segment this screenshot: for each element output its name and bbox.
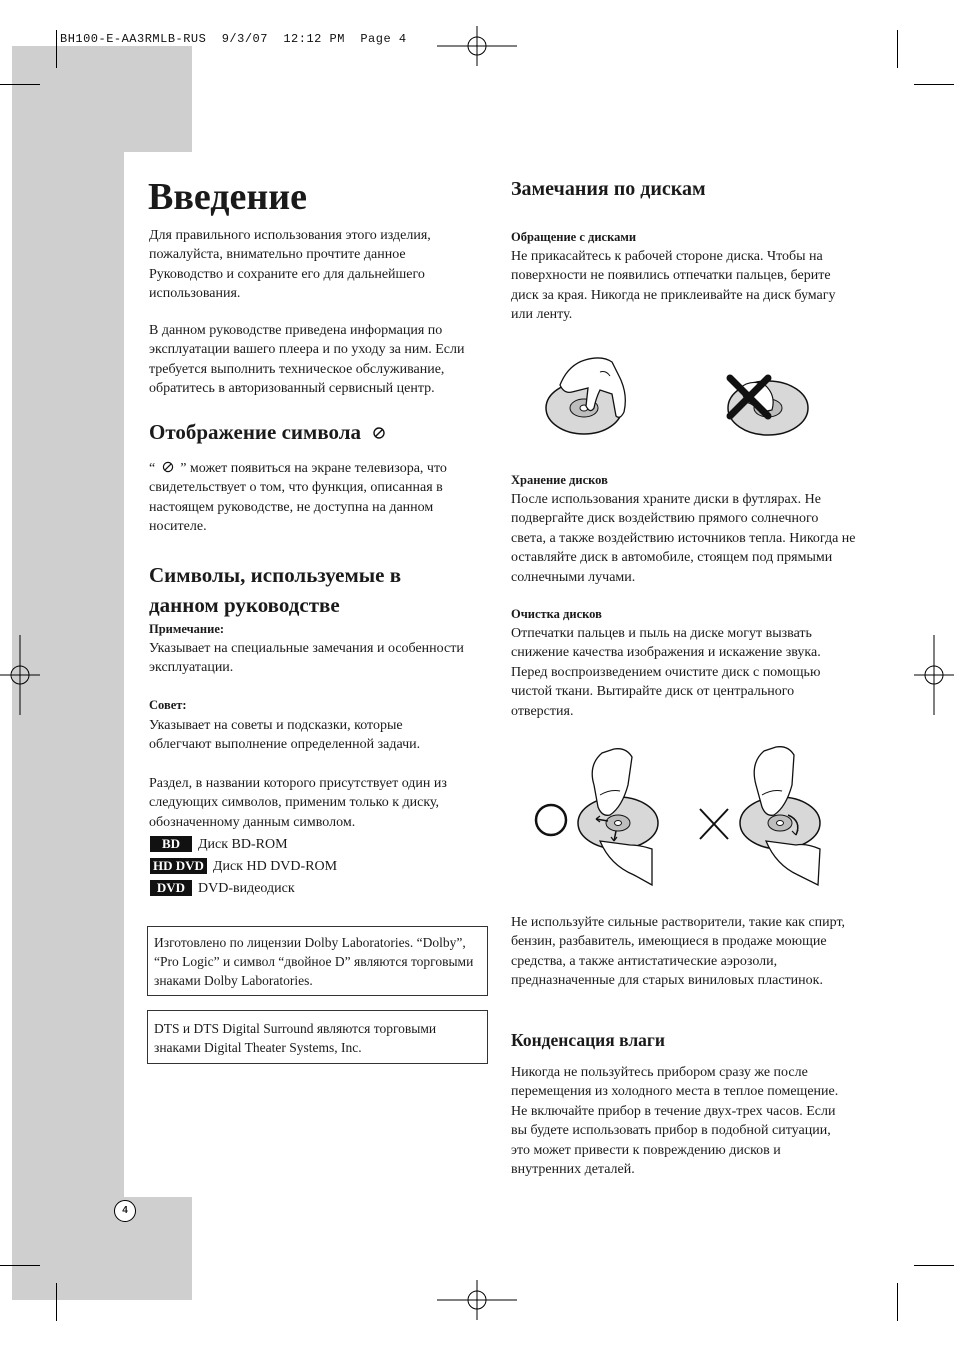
note-label: Примечание: <box>149 622 225 636</box>
tip-label: Совет: <box>149 698 187 712</box>
badge-row-bd <box>150 836 288 853</box>
page-number: 4 <box>114 1200 136 1222</box>
crop-mark <box>897 30 898 68</box>
incorrect-wipe-icon <box>740 747 820 885</box>
prohibited-icon <box>372 426 386 440</box>
intro-paragraph-1: Для правильного использования этого изделия, пожалуйста, внимательно прочтите данное Руководство и сохраните его для дальнейшего использования. <box>149 228 431 302</box>
condensation-heading: Конденсация влаги <box>511 1030 665 1050</box>
incorrect-x-icon <box>700 809 728 839</box>
correct-circle-icon <box>536 805 566 835</box>
hddvd-label: Диск HD DVD-ROM <box>212 859 338 874</box>
page-title: Введение <box>148 176 307 218</box>
disc-cleaning-illustration <box>530 745 830 890</box>
cleaning-text: Отпечатки пальцев и пыль на диске могут вызвать снижение качества изображения и искажение звука. Перед воспроизведением очистите диск с помощью чистой ткани. Вытирайте диск от центрального отверстия. <box>511 626 821 719</box>
bd-badge: BD <box>150 836 192 852</box>
condensation-text: Никогда не пользуйтесь прибором сразу же после перемещения из холодного места в теплое помещение. Не включайте прибор в течение двух-трех часов. Если вы будете использовать прибор в подобной ситуации, это может привести к повреждению дисков и внутренних деталей. <box>511 1065 839 1178</box>
correct-hold-icon <box>546 358 625 434</box>
storage-text: После использования храните диски в футлярах. Не подвергайте диск воздействию прямого солнечного света, а также воздействию источников тепла. Никогда не оставляйте диск в автомобиле, стоящем под прямыми солнечными лучами. <box>511 492 856 585</box>
badge-row-dvd <box>150 880 295 897</box>
dvd-label: DVD-видеодиск <box>198 881 295 896</box>
margin-band-top <box>12 46 192 152</box>
symbol-heading <box>149 417 386 447</box>
crop-mark <box>914 1265 954 1266</box>
bd-label: Диск BD-ROM <box>198 837 288 852</box>
crop-mark <box>0 1265 40 1266</box>
tip-text: Указывает на советы и подсказки, которые облегчают выполнение определенной задачи. <box>149 718 421 753</box>
storage-label: Хранение дисков <box>511 473 608 487</box>
symbols-heading: Символы, используемые в данном руководстве <box>149 563 402 617</box>
dvd-badge: DVD <box>150 880 192 896</box>
symbol-heading-text: Отображение символа <box>149 420 362 444</box>
crop-mark <box>897 1283 898 1321</box>
symbol-description-text: ” может появиться на экране телевизора, что свидетельствует о том, что функция, описанная в настоящем руководстве, не доступна на данном носителе. <box>149 461 447 535</box>
prohibited-icon-inline <box>162 461 174 473</box>
registration-mark-right <box>914 635 954 715</box>
intro-paragraph-2: В данном руководстве приведена информация по эксплуатации вашего плеера и по уходу за ним. Если требуется выполнить техническое обслуживание, обратитесь в авторизованный сервисный центр. <box>149 323 465 397</box>
incorrect-hold-icon <box>728 378 808 435</box>
hddvd-badge: HD DVD <box>150 858 207 874</box>
badge-row-hddvd <box>150 858 337 875</box>
crop-mark <box>0 84 40 85</box>
discs-heading: Замечания по дискам <box>511 178 706 200</box>
crop-mark <box>56 30 57 68</box>
print-slug: BH100-E-AA3RMLB-RUS 9/3/07 12:12 PM Page 4 <box>60 32 407 46</box>
margin-band-bottom <box>12 1197 192 1300</box>
section-text: Раздел, в названии которого присутствует один из следующих символов, применим только к диску, обозначенному данным символом. <box>149 776 447 830</box>
quote-open: “ <box>149 461 156 476</box>
disc-handling-illustration <box>540 350 820 445</box>
dolby-notice-box: Изготовлено по лицензии Dolby Laboratories. “Dolby”, “Pro Logic” и символ “двойное D” являются торговыми знаками Dolby Laboratories. <box>147 926 488 996</box>
dts-notice-box: DTS и DTS Digital Surround являются торговыми знаками Digital Theater Systems, Inc. <box>147 1010 488 1064</box>
handling-text: Не прикасайтесь к рабочей стороне диска. Чтобы на поверхности не появились отпечатки пальцев, берите диск за края. Никогда не приклеивайте на диск бумагу или ленту. <box>511 249 836 323</box>
crop-mark <box>56 1283 57 1321</box>
note-text: Указывает на специальные замечания и особенности эксплуатации. <box>149 641 464 676</box>
crop-mark <box>914 84 954 85</box>
solvent-warning-text: Не используйте сильные растворители, такие как спирт, бензин, разбавитель, имеющиеся в продаже моющие средства, а также антистатические аэрозоли, предназначенные для старых виниловых пластинок. <box>511 915 846 989</box>
correct-wipe-icon <box>578 749 658 885</box>
cleaning-label: Очистка дисков <box>511 607 602 621</box>
handling-label: Обращение с дисками <box>511 230 637 244</box>
registration-mark-top <box>437 26 517 66</box>
registration-mark-left <box>0 635 40 715</box>
symbol-description <box>149 459 479 537</box>
registration-mark-bottom <box>437 1280 517 1320</box>
